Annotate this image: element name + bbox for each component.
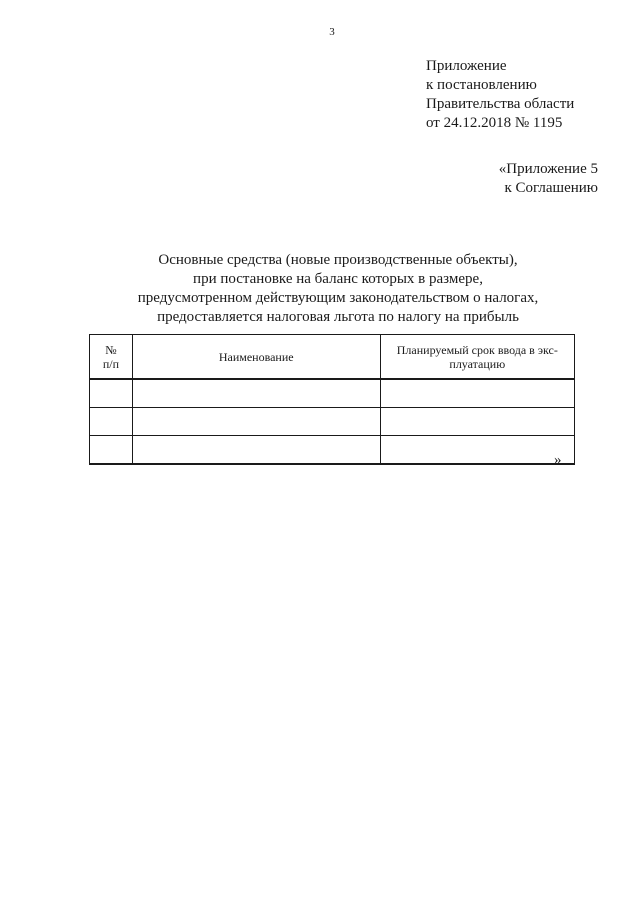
document-title	[96, 251, 580, 327]
table-row	[90, 408, 575, 436]
title-line: предоставляется налоговая льгота по налогу на прибыль	[157, 309, 519, 325]
agreement-line: «Приложение 5	[498, 161, 598, 177]
table-cell	[380, 436, 574, 465]
table-row	[90, 436, 575, 465]
appendix-line: Правительства области	[426, 96, 575, 112]
table-cell	[380, 379, 574, 408]
header-name: Наименование	[132, 335, 380, 380]
agreement-line: к Соглашению	[504, 180, 598, 196]
table-cell	[90, 408, 133, 436]
appendix-line: от 24.12.2018 № 1195	[426, 115, 563, 131]
title-line: при постановке на баланс которых в размере,	[193, 271, 483, 287]
title-line: предусмотренном действующим законодательством о налогах,	[137, 290, 539, 306]
table-cell	[380, 408, 574, 436]
table-header-row	[90, 335, 575, 380]
table-row	[90, 379, 575, 408]
table-cell	[132, 436, 380, 465]
title-line: Основные средства (новые производственные объекты),	[158, 252, 518, 268]
header-number: № п/п	[90, 335, 133, 380]
objects-table	[89, 334, 575, 465]
appendix-line: к постановлению	[426, 77, 537, 93]
appendix-line: Приложение	[426, 58, 507, 74]
table-cell	[90, 436, 133, 465]
table-cell	[90, 379, 133, 408]
page-number: 3	[329, 26, 335, 38]
table-cell	[132, 379, 380, 408]
closing-quote: »	[554, 452, 562, 468]
header-commissioning-date: Планируемый срок ввода в экс- плуатацию	[380, 335, 574, 380]
agreement-reference	[462, 160, 598, 198]
table-cell	[132, 408, 380, 436]
appendix-reference	[426, 57, 574, 133]
